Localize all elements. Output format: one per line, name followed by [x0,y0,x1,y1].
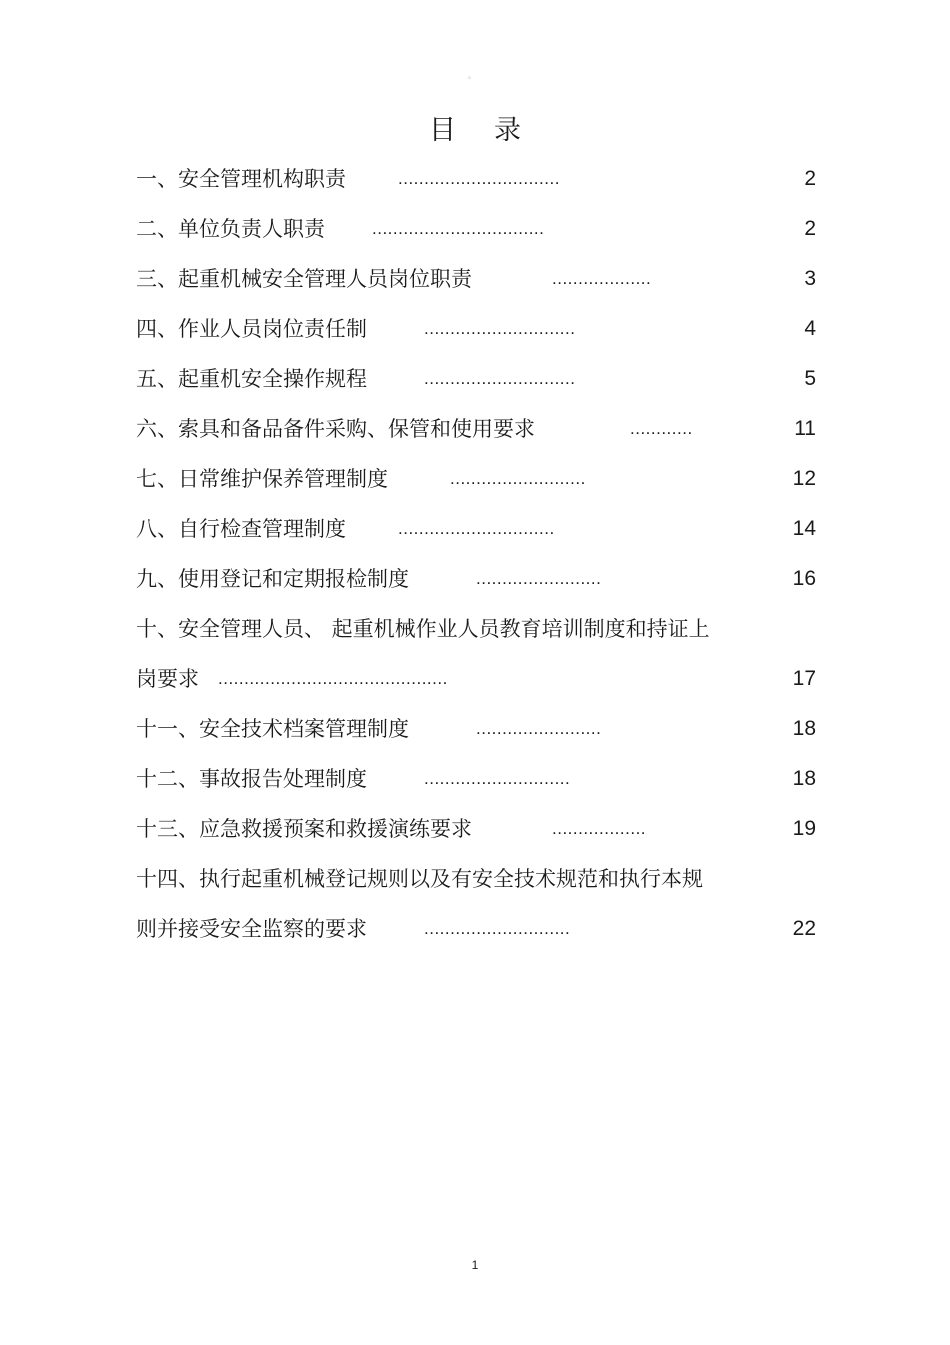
toc-entry-2[interactable] [136,210,816,260]
toc-entry-14[interactable] [136,860,816,910]
title-part-2: 录 [494,115,521,146]
toc-entry-label: 十一、安全技术档案管理制度 [136,717,409,741]
toc-entry-label: 十二、事故报告处理制度 [136,767,367,791]
toc-entry-label: 七、日常维护保养管理制度 [136,467,388,491]
toc-entry-label: 八、自行检查管理制度 [136,517,346,541]
toc-entry-label: 五、起重机安全操作规程 [136,367,367,391]
toc-page-number: 18 [792,767,816,790]
toc-page-number: 16 [792,567,816,590]
toc-entry-14-cont[interactable] [136,910,816,960]
toc-entry-10-cont[interactable] [136,660,816,710]
toc-entry-5[interactable] [136,360,816,410]
toc-entry-9[interactable] [136,560,816,610]
toc-leader-dots: .............................. [398,519,555,538]
toc-leader-dots: ............................ [424,919,571,938]
toc-page-number: 18 [792,717,816,740]
page-title [0,108,950,147]
toc-entry-7[interactable] [136,460,816,510]
toc-entry-8[interactable] [136,510,816,560]
toc-entry-4[interactable] [136,310,816,360]
toc-page-number: 11 [794,417,816,440]
toc-entry-3[interactable] [136,260,816,310]
toc-page-number: 12 [792,467,816,490]
toc-entry-1[interactable] [136,160,816,210]
toc-page-number: 2 [804,167,816,190]
toc-leader-dots: ............................... [398,169,560,188]
toc-leader-dots: ............................ [424,769,571,788]
toc-page-number: 19 [792,817,816,840]
toc-entry-label: 一、安全管理机构职责 [136,167,346,191]
toc-entry-13[interactable] [136,810,816,860]
toc-page-number: 2 [804,217,816,240]
toc-page-number: 17 [792,667,816,690]
toc-entry-label: 岗要求 [136,667,199,691]
toc-leader-dots: .................. [552,819,647,838]
table-of-contents [136,160,816,960]
toc-leader-dots: ........................ [476,569,602,588]
toc-entry-label: 四、作业人员岗位责任制 [136,317,367,341]
toc-page-number: 3 [804,267,816,290]
toc-entry-label: 三、起重机械安全管理人员岗位职责 [136,267,472,291]
title-part-1: 目 [429,115,456,146]
toc-leader-dots: ................... [552,269,652,288]
toc-entry-label: 六、索具和备品备件采购、保管和使用要求 [136,417,535,441]
toc-entry-11[interactable] [136,710,816,760]
toc-entry-10[interactable] [136,610,816,660]
toc-entry-label: 十三、应急救援预案和救援演练要求 [136,817,472,841]
toc-entry-label: 二、单位负责人职责 [136,217,325,241]
toc-page-number: 4 [804,317,816,340]
toc-entry-6[interactable] [136,410,816,460]
header-mark: 。 [468,71,476,80]
toc-entry-label: 则并接受安全监察的要求 [136,917,367,941]
footer-page-number: 1 [471,1258,479,1272]
toc-entry-12[interactable] [136,760,816,810]
toc-leader-dots: ............................................ [218,669,448,688]
toc-leader-dots: ........................ [476,719,602,738]
toc-entry-label: 十四、执行起重机械登记规则以及有安全技术规范和执行本规 [136,867,703,891]
toc-entry-label: 九、使用登记和定期报检制度 [136,567,409,591]
toc-leader-dots: ................................. [372,219,545,238]
toc-leader-dots: ............ [630,419,693,438]
toc-leader-dots: .......................... [450,469,586,488]
toc-leader-dots: ............................. [424,319,576,338]
toc-leader-dots: ............................. [424,369,576,388]
toc-page-number: 22 [792,917,816,940]
toc-entry-label: 十、安全管理人员、 起重机械作业人员教育培训制度和持证上 [136,617,710,641]
toc-page-number: 14 [792,517,816,540]
toc-page-number: 5 [804,367,816,390]
